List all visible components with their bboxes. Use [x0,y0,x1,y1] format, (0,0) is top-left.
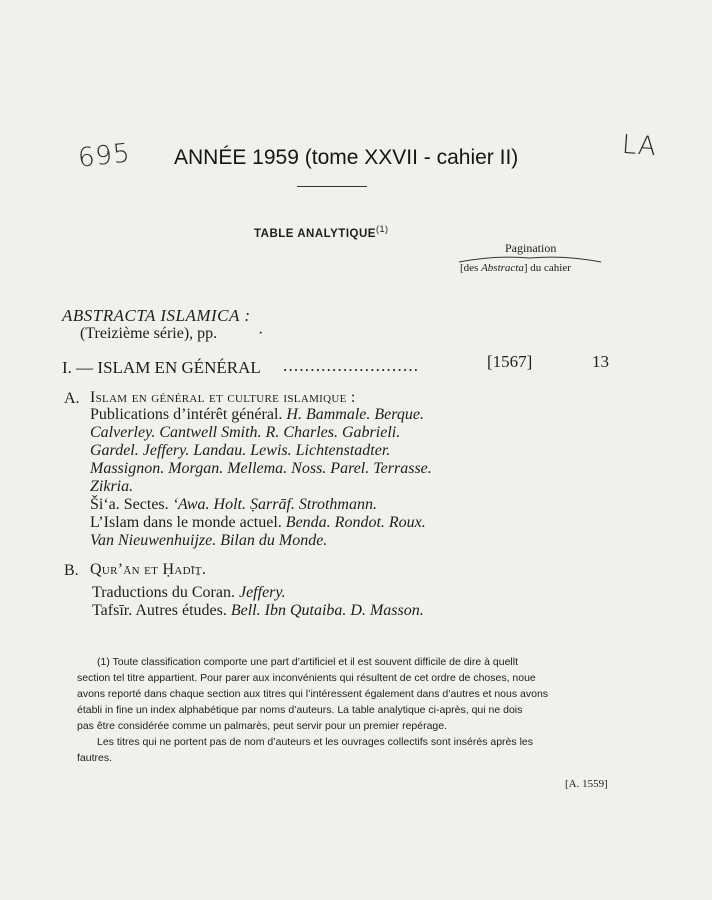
footnote-marker: (1) [375,224,389,234]
pagination-label: Pagination [505,241,557,255]
line-authors: Calverley. Cantwell Smith. R. Charles. Gabrieli. [90,424,401,441]
abstracta-subtitle: (Treizième série), pp. [80,325,218,342]
section-a-line [90,514,426,532]
page-reference: [A. 1559] [565,778,608,790]
line-plain: Ši‘a. Sectes. [90,496,173,513]
line-plain: Traductions du Coran. [92,584,239,601]
section-a-line [90,442,390,460]
line-authors: Jeffery. [238,584,286,601]
line-authors: Benda. Rondot. Roux. [285,514,426,531]
handwritten-note-left: 695 [76,138,133,174]
line-authors: ‘Awa. Holt. Ṣarrāf. Strothmann. [172,496,377,513]
footnote-line: pas être considérée comme un palmarès, peut servir pour un premier repérage. [77,720,448,732]
pagination-sub-abstracta: Abstracta [481,262,524,274]
line-authors: Gardel. Jeffery. Landau. Lewis. Lichtenstadter. [90,442,391,459]
pagination-sublabel [460,262,571,274]
section-b-line [92,602,424,620]
section-a-line [90,424,400,442]
section-b-heading: Qur’ān et Ḥadīṯ. [90,561,207,578]
line-plain: Publications d’intérêt général. [90,406,287,423]
line-authors: Bell. Ibn Qutaiba. D. Masson. [230,602,424,619]
footnote-line: section tel titre appartient. Pour parer aux inconvénients qui résultent de cet ordre de choses, noue [77,672,536,684]
table-heading-text: TABLE ANALYTIQUE [254,227,376,240]
section-a-line [90,478,133,496]
section-a-line [90,532,327,550]
abstracta-mark: · [258,325,264,342]
line-authors: Massignon. Morgan. Mellema. Noss. Parel. Terrasse. [90,460,432,477]
line-authors: Zikria. [90,478,134,495]
footnote-line: avons reporté dans chaque section aux titres qui l’intéressent également dans d’autres et nous avons [77,688,549,700]
footnote-line: Les titres qui ne portent pas de nom d’auteurs et les ouvrages collectifs sont insérés après les [97,736,533,748]
line-authors: H. Bammale. Berque. [286,406,424,423]
line-plain: Tafsīr. Autres études. [92,602,231,619]
section-one-leader-dots: ......................... [283,356,420,375]
title-divider [297,186,367,187]
footnote-line: (1) Toute classification comporte une part d’artificiel et il est souvent difficile de dire à quellt [97,656,518,668]
line-plain: L’Islam dans le monde actuel. [90,514,286,531]
footnote-line: établi in fine un index alphabétique par noms d’auteurs. La table analytique ci-après, qui ne dois [77,704,523,716]
section-one-abstracta-page: [1567] [487,352,533,371]
page-title: ANNÉE 1959 (tome XXVII - cahier II) [174,146,519,169]
line-authors: Van Nieuwenhuijze. Bilan du Monde. [90,532,328,549]
section-a-line [90,406,424,424]
section-a-line [90,460,432,478]
section-a-line [90,496,377,514]
section-a-heading: Islam en général et culture islamique : [90,389,356,406]
footnote-line: fautres. [77,752,113,764]
section-b-line [92,584,286,602]
section-a-letter: A. [64,390,80,407]
table-analytique-heading [254,224,388,240]
pagination-sub-open: [des [460,262,482,274]
section-one-label: I. — ISLAM EN GÉNÉRAL [62,358,261,377]
handwritten-note-right: LA [620,129,658,163]
section-b-letter: B. [64,562,79,579]
section-one-cahier-page: 13 [592,352,609,371]
abstracta-title: ABSTRACTA ISLAMICA : [62,306,251,325]
pagination-sub-close: ] du cahier [523,262,571,274]
